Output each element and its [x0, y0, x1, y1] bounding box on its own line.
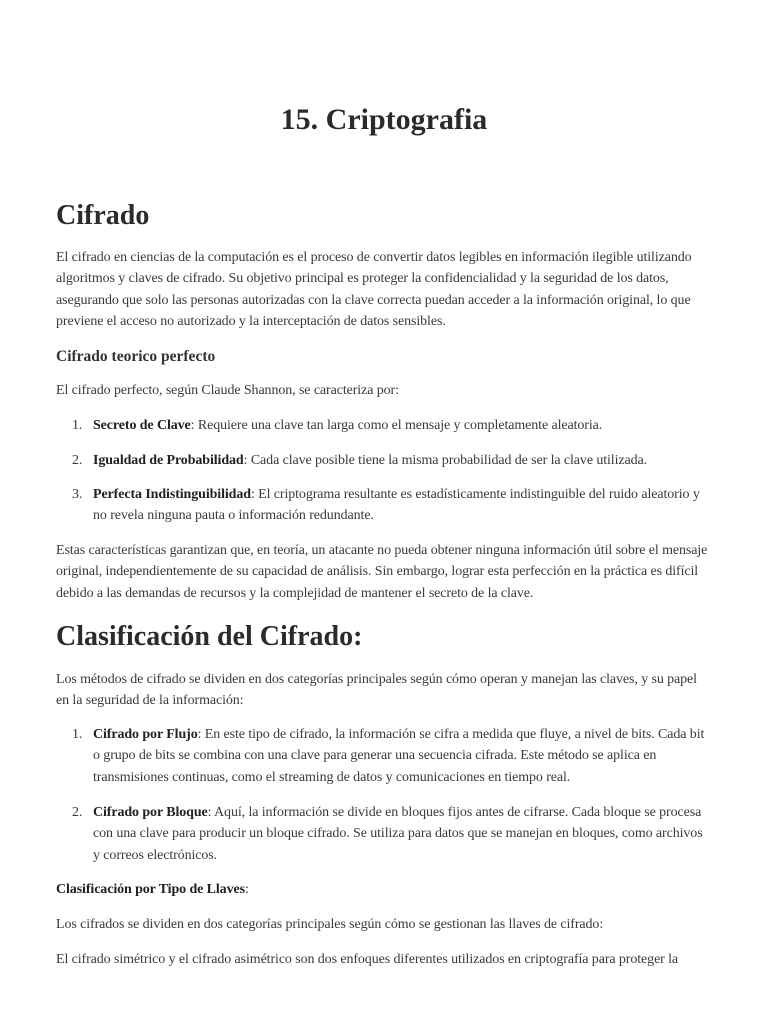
list-item	[72, 415, 712, 436]
llaves-paragraph: Los cifrados se dividen en dos categorías principales según cómo se gestionan las llaves de cifrado:	[56, 917, 604, 932]
list-item-term: Secreto de Clave	[93, 418, 191, 433]
subheading-cifrado-teorico: Cifrado teorico perfecto	[56, 348, 216, 365]
list-number: 2.	[72, 453, 83, 468]
list-number: 2.	[72, 805, 83, 820]
list-item-text: : Requiere una clave tan larga como el mensaje y completamente aleatoria.	[190, 418, 603, 433]
list-item-text: : En este tipo de cifrado, la información se cifra a medida que fluye, a nivel de bits. Cada bit o grupo de bits se combina con una clave para generar una secuencia cifrada. Este método se aplica en transmisiones continuas, como el streaming de datos y comunicaciones en tiempo real.	[93, 727, 705, 785]
list-number: 1.	[72, 727, 83, 742]
cifrado-closing-paragraph: Estas características garantizan que, en teoría, un atacante no pueda obtener ninguna información útil sobre el mensaje original, independientemente de su capacidad de análisis. Sin embargo, lograr esta perfección en la práctica es difícil debido a las demandas de recursos y la complejidad de mantener el secreto de la clave.	[56, 543, 708, 601]
list-item-term: Igualdad de Probabilidad	[93, 453, 244, 468]
section-heading-cifrado: Cifrado	[56, 200, 150, 231]
clasificacion-intro-paragraph: Los métodos de cifrado se dividen en dos categorías principales según cómo operan y manejan las claves, y su papel en la seguridad de la información:	[56, 672, 697, 709]
final-paragraph: El cifrado simétrico y el cifrado asimétrico son dos enfoques diferentes utilizados en criptografía para proteger la	[56, 952, 679, 967]
list-item-text: : Cada clave posible tiene la misma probabilidad de ser la clave utilizada.	[243, 453, 648, 468]
list-item-text: : Aquí, la información se divide en bloques fijos antes de cifrarse. Cada bloque se procesa con una clave para producir un bloque cifrado. Se utiliza para datos que se manejan en bloques, como archivos y correos electrónicos.	[93, 805, 703, 863]
list-item	[72, 484, 712, 527]
list-item-term: Cifrado por Flujo	[93, 727, 198, 742]
list-item-text: : El criptograma resultante es estadísticamente indistinguible del ruido aleatorio y no revela ninguna pauta o información redundante.	[93, 487, 700, 524]
list-item	[72, 724, 712, 788]
list-item	[72, 450, 712, 471]
llaves-suffix: :	[244, 882, 249, 897]
section-heading-clasificacion: Clasificación del Cifrado:	[56, 621, 363, 652]
page-title: 15. Criptografia	[280, 103, 488, 136]
list-item	[72, 802, 712, 866]
list-item-term: Cifrado por Bloque	[93, 805, 208, 820]
cifrado-intro-paragraph: El cifrado en ciencias de la computación es el proceso de convertir datos legibles en información ilegible utilizando algoritmos y claves de cifrado. Su objetivo principal es proteger la confidencialidad y la seguridad de los datos, asegurando que solo las personas autorizadas con la clave correcta puedan acceder a la información original, lo que previene el acceso no autorizado y la interceptación de datos sensibles.	[56, 250, 692, 329]
llaves-heading-paragraph	[56, 879, 712, 900]
list-number: 3.	[72, 487, 83, 502]
cifrado-lead-paragraph: El cifrado perfecto, según Claude Shannon, se caracteriza por:	[56, 383, 399, 398]
llaves-term: Clasificación por Tipo de Llaves	[56, 882, 245, 897]
list-number: 1.	[72, 418, 83, 433]
list-item-term: Perfecta Indistinguibilidad	[93, 487, 251, 502]
